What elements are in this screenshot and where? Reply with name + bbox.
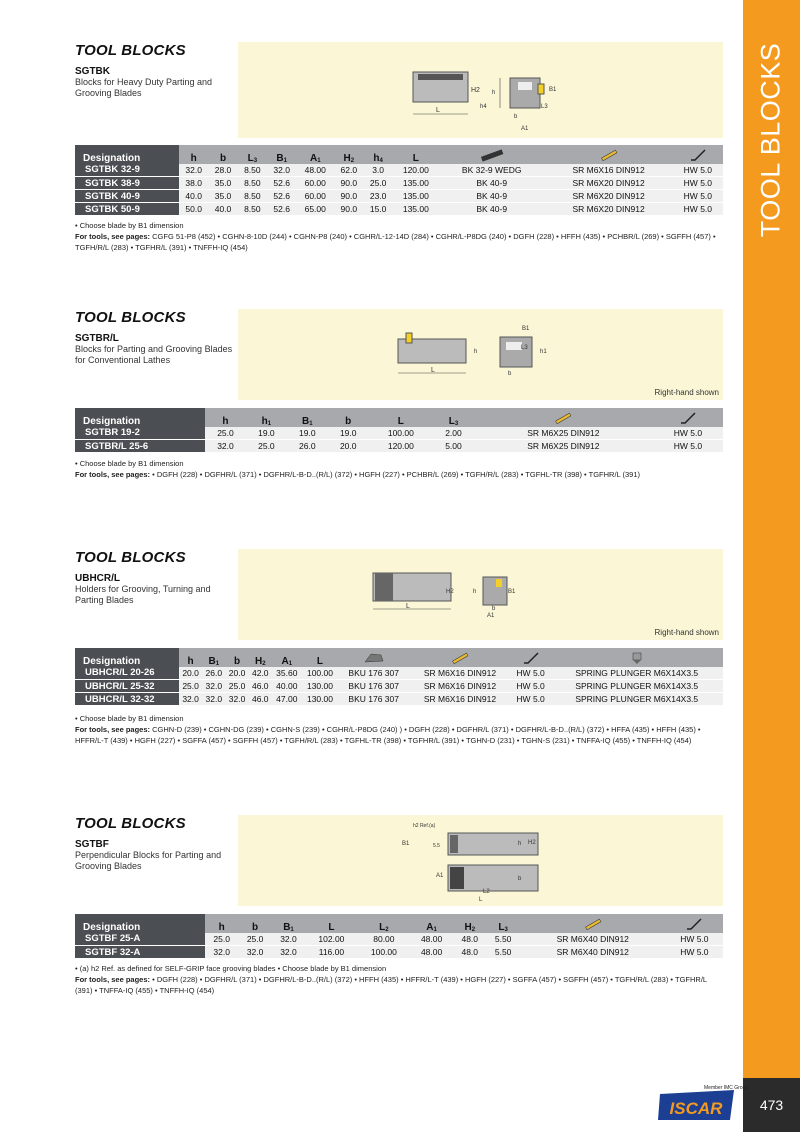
table-cell: SR M6X16 DIN912 bbox=[409, 680, 510, 693]
table-cell: 32.0 bbox=[267, 164, 296, 177]
product-code: SGTBK bbox=[75, 66, 110, 77]
table-cell: SR M6X25 DIN912 bbox=[474, 427, 653, 440]
table-cell: 46.0 bbox=[249, 693, 272, 706]
designation-cell: SGTBK 50-9 bbox=[75, 203, 179, 216]
table-cell: SR M6X16 DIN912 bbox=[544, 164, 672, 177]
table-cell: SR M6X40 DIN912 bbox=[520, 933, 666, 946]
screw-icon bbox=[520, 914, 666, 933]
hex-key-icon bbox=[511, 648, 551, 667]
table-cell: HW 5.0 bbox=[653, 427, 723, 440]
table-cell: BK 40-9 bbox=[439, 177, 545, 190]
svg-text:L3: L3 bbox=[541, 104, 548, 110]
table-cell: 65.00 bbox=[296, 203, 334, 216]
header-h4: $h_4$ bbox=[363, 145, 392, 164]
svg-text:B1: B1 bbox=[508, 589, 516, 595]
table-cell: HW 5.0 bbox=[673, 177, 723, 190]
sgtbf-drawing bbox=[238, 815, 723, 906]
table-cell: BKU 176 307 bbox=[338, 667, 409, 680]
table-cell: 100.00 bbox=[358, 946, 410, 959]
hex-key-icon bbox=[653, 408, 723, 427]
table-cell: 46.0 bbox=[249, 680, 272, 693]
table-cell: 80.00 bbox=[358, 933, 410, 946]
table-cell: SR M6X20 DIN912 bbox=[544, 177, 672, 190]
see-pages-list: • DGFH (228) • DGFHR/L (371) • DGFHR/L-B-D..(R/L) (372) • HFFH (435) • HFFR/L-T (439) • HGFH (227) • SGFFA (457) • SGFFH (457) • TGFH/R/L (283) • TGFHR/L (391) • TNFFA-IQ (455) • TNFFH-IQ (454) bbox=[75, 975, 707, 995]
designation-cell: SGTBF 25-A bbox=[75, 933, 205, 946]
table-header-row bbox=[75, 648, 723, 667]
designation-cell: SGTBK 40-9 bbox=[75, 190, 179, 203]
product-code: UBHCR/L bbox=[75, 573, 120, 584]
clamp-icon bbox=[338, 648, 409, 667]
header-b1: $B_1$ bbox=[202, 648, 225, 667]
table-cell: HW 5.0 bbox=[511, 680, 551, 693]
table-cell: 120.00 bbox=[369, 440, 433, 453]
table-cell: 3.0 bbox=[363, 164, 392, 177]
table-cell: 42.0 bbox=[249, 667, 272, 680]
table-cell: 25.0 bbox=[246, 440, 287, 453]
table-cell: SR M6X16 DIN912 bbox=[409, 667, 510, 680]
section-sgtbr bbox=[75, 309, 723, 509]
designation-cell: SGTBR/L 25-6 bbox=[75, 440, 205, 453]
section-title: TOOL BLOCKS bbox=[75, 549, 186, 566]
notes bbox=[75, 220, 723, 253]
table-cell: 5.00 bbox=[433, 440, 474, 453]
spring-plunger-icon bbox=[550, 648, 723, 667]
table-cell: HW 5.0 bbox=[666, 933, 723, 946]
svg-text:A1: A1 bbox=[487, 613, 495, 619]
product-description: Blocks for Heavy Duty Parting and Grooving Blades bbox=[75, 77, 213, 98]
svg-text:L: L bbox=[479, 897, 483, 903]
header-h: h bbox=[179, 145, 208, 164]
table-cell: 32.0 bbox=[205, 946, 238, 959]
svg-text:h: h bbox=[473, 589, 477, 595]
see-pages-label: For tools, see pages: bbox=[75, 975, 151, 984]
designation-cell: UBHCR/L 25-32 bbox=[75, 680, 179, 693]
table-cell: 48.0 bbox=[453, 933, 486, 946]
table-cell: 52.6 bbox=[267, 203, 296, 216]
table-cell: BK 40-9 bbox=[439, 190, 545, 203]
table-row bbox=[75, 427, 723, 440]
spec-table bbox=[75, 407, 723, 453]
table-cell: 130.00 bbox=[302, 693, 338, 706]
header-b: b bbox=[225, 648, 248, 667]
sgtbr-drawing bbox=[238, 309, 723, 400]
header-b: b bbox=[328, 408, 369, 427]
table-header-row bbox=[75, 914, 723, 933]
svg-text:5.5: 5.5 bbox=[433, 843, 440, 849]
table-cell: 19.0 bbox=[328, 427, 369, 440]
table-cell: 25.0 bbox=[238, 933, 271, 946]
table-cell: BKU 176 307 bbox=[338, 693, 409, 706]
svg-text:L: L bbox=[431, 367, 435, 374]
blade-note: • Choose blade by B1 dimension bbox=[75, 714, 184, 723]
svg-text:L: L bbox=[406, 603, 410, 610]
spec-table bbox=[75, 647, 723, 706]
see-pages-label: For tools, see pages: bbox=[75, 232, 151, 241]
header-designation: Designation bbox=[75, 408, 205, 427]
table-cell: 25.0 bbox=[205, 933, 238, 946]
table-cell: 60.00 bbox=[296, 177, 334, 190]
header-a1: $A_1$ bbox=[296, 145, 334, 164]
table-cell: 40.0 bbox=[179, 190, 208, 203]
table-cell: 32.0 bbox=[238, 946, 271, 959]
product-description: Perpendicular Blocks for Parting and Grooving Blades bbox=[75, 850, 222, 871]
header-l3: $L_3$ bbox=[486, 914, 519, 933]
designation-cell: SGTBK 32-9 bbox=[75, 164, 179, 177]
table-cell: HW 5.0 bbox=[673, 203, 723, 216]
section-title: TOOL BLOCKS bbox=[75, 42, 186, 59]
table-cell: 25.0 bbox=[205, 427, 246, 440]
table-cell: 23.0 bbox=[363, 190, 392, 203]
header-l3: $L_3$ bbox=[433, 408, 474, 427]
table-cell: 90.0 bbox=[334, 203, 363, 216]
header-designation: Designation bbox=[75, 145, 179, 164]
table-cell: 26.0 bbox=[287, 440, 328, 453]
table-cell: 120.00 bbox=[393, 164, 439, 177]
header-designation: Designation bbox=[75, 914, 205, 933]
header-h2: $H_2$ bbox=[334, 145, 363, 164]
svg-text:h4: h4 bbox=[480, 104, 487, 110]
table-cell: 32.0 bbox=[272, 946, 305, 959]
table-cell: HW 5.0 bbox=[673, 190, 723, 203]
see-pages-list: • DGFH (228) • DGFHR/L (371) • DGFHR/L-B-D..(R/L) (372) • HGFH (227) • PCHBR/L (269) • TGFH/R/L (283) • TGFHL-TR (398) • TGFHR/L (391) bbox=[150, 470, 641, 479]
table-row bbox=[75, 946, 723, 959]
table-cell: 47.00 bbox=[272, 693, 302, 706]
svg-text:L3: L3 bbox=[521, 345, 528, 351]
table-cell: 19.0 bbox=[246, 427, 287, 440]
sgtbk-drawing bbox=[238, 42, 723, 138]
product-code: SGTBF bbox=[75, 839, 109, 850]
table-cell: BK 32-9 WEDG bbox=[439, 164, 545, 177]
table-cell: 48.00 bbox=[296, 164, 334, 177]
table-row bbox=[75, 190, 723, 203]
header-h2: $H_2$ bbox=[453, 914, 486, 933]
header-h: h bbox=[205, 408, 246, 427]
header-b1: $B_1$ bbox=[267, 145, 296, 164]
svg-text:A1: A1 bbox=[436, 873, 444, 879]
hex-key-icon bbox=[673, 145, 723, 164]
table-cell: 48.00 bbox=[410, 933, 453, 946]
header-b: b bbox=[208, 145, 237, 164]
header-b1: $B_1$ bbox=[272, 914, 305, 933]
svg-text:b: b bbox=[514, 114, 518, 120]
table-cell: 32.0 bbox=[225, 693, 248, 706]
blade-note: • Choose blade by B1 dimension bbox=[75, 221, 184, 230]
table-cell: 26.0 bbox=[202, 667, 225, 680]
section-title: TOOL BLOCKS bbox=[75, 815, 186, 832]
table-cell: SR M6X20 DIN912 bbox=[544, 203, 672, 216]
svg-text:Member IMC Group: Member IMC Group bbox=[704, 1085, 749, 1091]
table-cell: 8.50 bbox=[238, 177, 267, 190]
table-cell: 48.00 bbox=[410, 946, 453, 959]
right-hand-note: Right-hand shown bbox=[654, 628, 719, 637]
table-cell: 8.50 bbox=[238, 164, 267, 177]
table-cell: 100.00 bbox=[369, 427, 433, 440]
section-sgtbk bbox=[75, 42, 723, 257]
svg-text:H2: H2 bbox=[446, 589, 454, 595]
header-l: L bbox=[369, 408, 433, 427]
table-cell: 52.6 bbox=[267, 190, 296, 203]
header-h1: $h_1$ bbox=[246, 408, 287, 427]
table-cell: 25.0 bbox=[179, 680, 202, 693]
header-b: b bbox=[238, 914, 271, 933]
right-hand-note: Right-hand shown bbox=[654, 388, 719, 397]
header-l2: $L_2$ bbox=[358, 914, 410, 933]
table-cell: 40.00 bbox=[272, 680, 302, 693]
designation-cell: SGTBK 38-9 bbox=[75, 177, 179, 190]
screw-icon bbox=[474, 408, 653, 427]
table-cell: BK 40-9 bbox=[439, 203, 545, 216]
see-pages-list: CGFG 51-P8 (452) • CGHN-8-10D (244) • CGHN-P8 (240) • CGHR/L-12-14D (284) • CGHR/L-P8DG (240) • DGFH (228) • HFFH (435) • PCHBR/L (269) • SGFFH (457) • TGFH/R/L (283) • TGFHR/L (391) • TNFFH-IQ (454) bbox=[75, 232, 716, 252]
table-cell: 135.00 bbox=[393, 190, 439, 203]
svg-text:h: h bbox=[492, 90, 496, 96]
table-cell: HW 5.0 bbox=[666, 946, 723, 959]
svg-text:ISCAR: ISCAR bbox=[669, 1099, 723, 1118]
screw-icon bbox=[544, 145, 672, 164]
spec-table bbox=[75, 144, 723, 216]
product-drawing-area bbox=[238, 549, 723, 640]
header-a1: $A_1$ bbox=[272, 648, 302, 667]
table-cell: 90.0 bbox=[334, 177, 363, 190]
header-h2: $H_2$ bbox=[249, 648, 272, 667]
designation-cell: SGTBF 32-A bbox=[75, 946, 205, 959]
svg-text:B1: B1 bbox=[522, 326, 530, 332]
notes bbox=[75, 963, 723, 996]
svg-text:b: b bbox=[508, 371, 512, 377]
table-cell: 28.0 bbox=[208, 164, 237, 177]
section-sgtbf bbox=[75, 815, 723, 1005]
table-cell: 35.0 bbox=[208, 177, 237, 190]
svg-text:L: L bbox=[436, 107, 440, 114]
table-cell: 19.0 bbox=[287, 427, 328, 440]
table-cell: 32.0 bbox=[179, 693, 202, 706]
section-title: TOOL BLOCKS bbox=[75, 309, 186, 326]
table-cell: 102.00 bbox=[305, 933, 357, 946]
svg-text:b: b bbox=[518, 876, 522, 882]
table-cell: 5.50 bbox=[486, 933, 519, 946]
designation-cell: UBHCR/L 32-32 bbox=[75, 693, 179, 706]
spec-table bbox=[75, 913, 723, 959]
section-ubhcr bbox=[75, 549, 723, 764]
table-row bbox=[75, 177, 723, 190]
table-cell: SR M6X20 DIN912 bbox=[544, 190, 672, 203]
table-cell: 116.00 bbox=[305, 946, 357, 959]
svg-text:H2: H2 bbox=[471, 87, 480, 94]
table-cell: 38.0 bbox=[179, 177, 208, 190]
designation-cell: UBHCR/L 20-26 bbox=[75, 667, 179, 680]
table-row bbox=[75, 203, 723, 216]
product-drawing-area bbox=[238, 309, 723, 400]
product-drawing-area bbox=[238, 815, 723, 906]
table-cell: 20.0 bbox=[179, 667, 202, 680]
table-cell: 32.0 bbox=[202, 693, 225, 706]
iscar-logo bbox=[656, 1084, 749, 1124]
svg-text:A1: A1 bbox=[521, 126, 529, 132]
table-cell: 25.0 bbox=[225, 680, 248, 693]
table-cell: 32.0 bbox=[202, 680, 225, 693]
table-cell: 32.0 bbox=[179, 164, 208, 177]
header-h: h bbox=[179, 648, 202, 667]
table-row bbox=[75, 440, 723, 453]
svg-text:b: b bbox=[492, 606, 496, 612]
table-cell: 35.60 bbox=[272, 667, 302, 680]
table-cell: HW 5.0 bbox=[511, 693, 551, 706]
designation-cell: SGTBR 19-2 bbox=[75, 427, 205, 440]
table-cell: SPRING PLUNGER M6X14X3.5 bbox=[550, 693, 723, 706]
table-cell: 2.00 bbox=[433, 427, 474, 440]
table-row bbox=[75, 164, 723, 177]
table-cell: 60.00 bbox=[296, 190, 334, 203]
header-h: h bbox=[205, 914, 238, 933]
blade-note: • (a) h2 Ref. as defined for SELF-GRIP face grooving blades • Choose blade by B1 dimension bbox=[75, 964, 387, 973]
table-cell: 32.0 bbox=[272, 933, 305, 946]
see-pages-label: For tools, see pages: bbox=[75, 470, 151, 479]
table-row bbox=[75, 667, 723, 680]
product-code: SGTBR/L bbox=[75, 333, 119, 344]
svg-text:L2: L2 bbox=[483, 889, 490, 895]
table-cell: 25.0 bbox=[363, 177, 392, 190]
table-cell: 130.00 bbox=[302, 680, 338, 693]
blade-note: • Choose blade by B1 dimension bbox=[75, 459, 184, 468]
table-cell: 15.0 bbox=[363, 203, 392, 216]
header-a1: $A_1$ bbox=[410, 914, 453, 933]
table-header-row bbox=[75, 145, 723, 164]
header-designation: Designation bbox=[75, 648, 179, 667]
table-cell: SR M6X16 DIN912 bbox=[409, 693, 510, 706]
svg-text:B1: B1 bbox=[402, 841, 410, 847]
table-cell: 8.50 bbox=[238, 203, 267, 216]
table-cell: 90.0 bbox=[334, 190, 363, 203]
see-pages-list: CGHN-D (239) • CGHN-DG (239) • CGHN-S (239) • CGHR/L-P8DG (240) ) • DGFH (228) • DGFHR/L (371) • DGFHR/L-B-D..(R/L) (372) • HFFA (435) • HFFH (435) • HFFR/L-T (439) • HGFH (227) • SGFFA (457) • SGFFH (457) • TGFH/R/L (283) • TGFHL-TR (398) • TGFHR/L (391) • TGHN-D (231) • TGHN-S (231) • TNFFA-IQ (455) • TNFFH-IQ (454) bbox=[75, 725, 701, 745]
table-cell: 50.0 bbox=[179, 203, 208, 216]
table-cell: 62.0 bbox=[334, 164, 363, 177]
table-row bbox=[75, 693, 723, 706]
table-row bbox=[75, 680, 723, 693]
table-cell: 135.00 bbox=[393, 177, 439, 190]
svg-text:h: h bbox=[518, 841, 522, 847]
table-cell: 5.50 bbox=[486, 946, 519, 959]
table-cell: SPRING PLUNGER M6X14X3.5 bbox=[550, 680, 723, 693]
table-cell: 100.00 bbox=[302, 667, 338, 680]
table-cell: SR M6X25 DIN912 bbox=[474, 440, 653, 453]
page-number: 473 bbox=[743, 1078, 800, 1132]
screw-icon bbox=[409, 648, 510, 667]
header-l: L bbox=[305, 914, 357, 933]
header-l3: $L_3$ bbox=[238, 145, 267, 164]
table-cell: HW 5.0 bbox=[673, 164, 723, 177]
wedge-icon bbox=[439, 145, 545, 164]
svg-text:H2: H2 bbox=[528, 840, 536, 846]
hex-key-icon bbox=[666, 914, 723, 933]
svg-text:h1: h1 bbox=[540, 349, 547, 355]
table-cell: SPRING PLUNGER M6X14X3.5 bbox=[550, 667, 723, 680]
product-drawing-area bbox=[238, 42, 723, 138]
table-cell: SR M6X40 DIN912 bbox=[520, 946, 666, 959]
table-cell: 32.0 bbox=[205, 440, 246, 453]
product-description: Holders for Grooving, Turning and Parting Blades bbox=[75, 584, 211, 605]
svg-text:B1: B1 bbox=[549, 87, 557, 93]
table-cell: BKU 176 307 bbox=[338, 680, 409, 693]
side-title: TOOL BLOCKS bbox=[755, 42, 786, 238]
see-pages-label: For tools, see pages: bbox=[75, 725, 151, 734]
product-description: Blocks for Parting and Grooving Blades for Conventional Lathes bbox=[75, 344, 233, 365]
table-cell: 35.0 bbox=[208, 190, 237, 203]
table-cell: 135.00 bbox=[393, 203, 439, 216]
header-b1: $B_1$ bbox=[287, 408, 328, 427]
header-l: L bbox=[393, 145, 439, 164]
table-cell: 20.0 bbox=[328, 440, 369, 453]
table-cell: 40.0 bbox=[208, 203, 237, 216]
svg-text:h: h bbox=[474, 349, 478, 355]
table-cell: HW 5.0 bbox=[511, 667, 551, 680]
table-cell: 48.0 bbox=[453, 946, 486, 959]
table-cell: 8.50 bbox=[238, 190, 267, 203]
table-row bbox=[75, 933, 723, 946]
table-cell: 20.0 bbox=[225, 667, 248, 680]
table-cell: 52.6 bbox=[267, 177, 296, 190]
header-l: L bbox=[302, 648, 338, 667]
notes bbox=[75, 713, 723, 746]
notes bbox=[75, 458, 723, 480]
table-cell: HW 5.0 bbox=[653, 440, 723, 453]
table-header-row bbox=[75, 408, 723, 427]
svg-text:h2 Ref.(a): h2 Ref.(a) bbox=[413, 823, 436, 829]
ubhcr-drawing bbox=[238, 549, 723, 640]
